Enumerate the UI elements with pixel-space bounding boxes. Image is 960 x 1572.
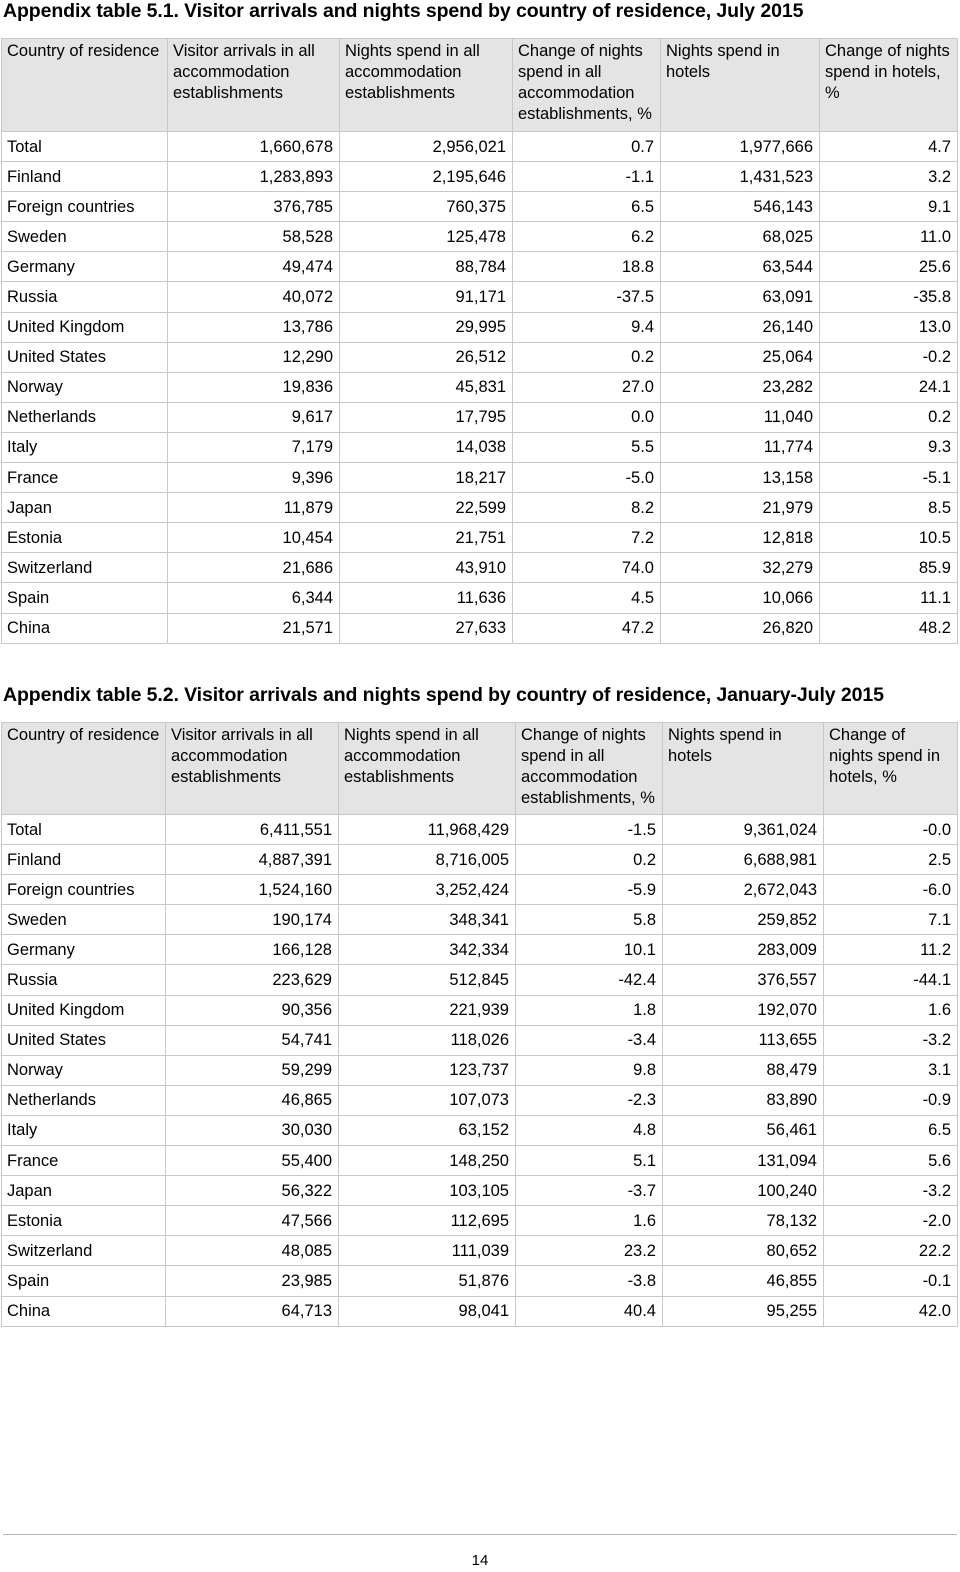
cell-visitor-arrivals: 12,290 [168, 342, 340, 372]
cell-country: United States [2, 342, 168, 372]
cell-country: Switzerland [2, 1236, 166, 1266]
table-row [2, 815, 958, 845]
cell-change-nights-hotels: -0.2 [820, 342, 958, 372]
cell-change-nights-hotels: -0.0 [824, 815, 958, 845]
table-row [2, 132, 958, 162]
cell-country: United Kingdom [2, 995, 166, 1025]
column-header-nights-hotels: Nights spend in hotels [663, 723, 824, 815]
cell-nights-hotels: 23,282 [661, 372, 820, 402]
cell-visitor-arrivals: 55,400 [166, 1146, 339, 1176]
cell-visitor-arrivals: 10,454 [168, 523, 340, 553]
cell-nights-all: 26,512 [340, 342, 513, 372]
cell-visitor-arrivals: 376,785 [168, 192, 340, 222]
page-number: 14 [471, 1552, 489, 1569]
table-row [2, 1146, 958, 1176]
cell-change-nights-all: 0.2 [516, 845, 663, 875]
cell-change-nights-all: 74.0 [513, 553, 661, 583]
cell-change-nights-hotels: -3.2 [824, 1176, 958, 1206]
cell-nights-all: 11,968,429 [339, 815, 516, 845]
cell-visitor-arrivals: 190,174 [166, 905, 339, 935]
cell-country: China [2, 613, 168, 643]
table-row [2, 222, 958, 252]
cell-visitor-arrivals: 56,322 [166, 1176, 339, 1206]
cell-nights-hotels: 46,855 [663, 1266, 824, 1296]
header-row [2, 723, 958, 815]
table-row [2, 935, 958, 965]
cell-change-nights-all: 47.2 [513, 613, 661, 643]
column-header-change-nights-hotels: Change of nights spend in hotels, % [820, 39, 958, 132]
cell-country: Foreign countries [2, 875, 166, 905]
data-table-january-july [1, 722, 958, 1327]
cell-change-nights-hotels: 25.6 [820, 252, 958, 282]
cell-country: Russia [2, 282, 168, 312]
cell-nights-all: 342,334 [339, 935, 516, 965]
cell-visitor-arrivals: 54,741 [166, 1025, 339, 1055]
table-title: Appendix table 5.1. Visitor arrivals and nights spend by country of residence, July 2015 [3, 0, 804, 22]
cell-nights-all: 17,795 [340, 402, 513, 432]
cell-change-nights-hotels: 11.0 [820, 222, 958, 252]
cell-nights-all: 148,250 [339, 1146, 516, 1176]
cell-visitor-arrivals: 48,085 [166, 1236, 339, 1266]
cell-change-nights-hotels: 2.5 [824, 845, 958, 875]
cell-visitor-arrivals: 47,566 [166, 1206, 339, 1236]
cell-nights-hotels: 10,066 [661, 583, 820, 613]
cell-visitor-arrivals: 46,865 [166, 1085, 339, 1115]
cell-nights-all: 2,195,646 [340, 162, 513, 192]
cell-country: China [2, 1296, 166, 1326]
table-row [2, 312, 958, 342]
cell-nights-hotels: 68,025 [661, 222, 820, 252]
cell-change-nights-hotels: -2.0 [824, 1206, 958, 1236]
cell-country: Sweden [2, 905, 166, 935]
cell-country: Japan [2, 493, 168, 523]
cell-visitor-arrivals: 6,344 [168, 583, 340, 613]
column-header-nights-all: Nights spend in all accommodation establishments [339, 723, 516, 815]
cell-nights-all: 348,341 [339, 905, 516, 935]
cell-nights-hotels: 9,361,024 [663, 815, 824, 845]
table-row [2, 1055, 958, 1085]
cell-nights-all: 760,375 [340, 192, 513, 222]
cell-country: France [2, 1146, 166, 1176]
table-row [2, 162, 958, 192]
cell-change-nights-all: 23.2 [516, 1236, 663, 1266]
cell-change-nights-all: 6.2 [513, 222, 661, 252]
cell-visitor-arrivals: 13,786 [168, 312, 340, 342]
cell-visitor-arrivals: 11,879 [168, 493, 340, 523]
cell-change-nights-hotels: 42.0 [824, 1296, 958, 1326]
table-row [2, 432, 958, 462]
cell-change-nights-all: -37.5 [513, 282, 661, 312]
cell-nights-all: 63,152 [339, 1115, 516, 1145]
cell-country: France [2, 463, 168, 493]
table-row [2, 402, 958, 432]
cell-nights-all: 18,217 [340, 463, 513, 493]
cell-visitor-arrivals: 6,411,551 [166, 815, 339, 845]
cell-nights-hotels: 131,094 [663, 1146, 824, 1176]
column-header-change-nights-all: Change of nights spend in all accommodation establishments, % [513, 39, 661, 132]
cell-change-nights-all: 27.0 [513, 372, 661, 402]
cell-change-nights-hotels: 0.2 [820, 402, 958, 432]
cell-nights-hotels: 78,132 [663, 1206, 824, 1236]
column-header-nights-all: Nights spend in all accommodation establishments [340, 39, 513, 132]
cell-change-nights-all: 7.2 [513, 523, 661, 553]
cell-nights-hotels: 80,652 [663, 1236, 824, 1266]
cell-change-nights-all: -1.5 [516, 815, 663, 845]
cell-change-nights-all: 10.1 [516, 935, 663, 965]
table-row [2, 252, 958, 282]
table-row [2, 1025, 958, 1055]
cell-change-nights-hotels: 9.1 [820, 192, 958, 222]
cell-country: United States [2, 1025, 166, 1055]
cell-nights-hotels: 283,009 [663, 935, 824, 965]
cell-country: Estonia [2, 523, 168, 553]
cell-change-nights-all: 1.6 [516, 1206, 663, 1236]
cell-change-nights-hotels: 5.6 [824, 1146, 958, 1176]
cell-nights-hotels: 56,461 [663, 1115, 824, 1145]
cell-visitor-arrivals: 40,072 [168, 282, 340, 312]
cell-country: Norway [2, 372, 168, 402]
column-header-change-nights-all: Change of nights spend in all accommodation establishments, % [516, 723, 663, 815]
table-body [2, 815, 958, 1327]
cell-nights-hotels: 95,255 [663, 1296, 824, 1326]
cell-visitor-arrivals: 90,356 [166, 995, 339, 1025]
column-header-visitor-arrivals: Visitor arrivals in all accommodation establishments [168, 39, 340, 132]
cell-visitor-arrivals: 30,030 [166, 1115, 339, 1145]
cell-nights-hotels: 192,070 [663, 995, 824, 1025]
table-row [2, 1176, 958, 1206]
cell-nights-hotels: 546,143 [661, 192, 820, 222]
cell-change-nights-all: 8.2 [513, 493, 661, 523]
table-row [2, 192, 958, 222]
cell-nights-all: 125,478 [340, 222, 513, 252]
cell-country: Estonia [2, 1206, 166, 1236]
table-body [2, 132, 958, 644]
cell-nights-hotels: 11,774 [661, 432, 820, 462]
cell-nights-hotels: 26,820 [661, 613, 820, 643]
cell-visitor-arrivals: 223,629 [166, 965, 339, 995]
cell-change-nights-hotels: 9.3 [820, 432, 958, 462]
cell-nights-hotels: 88,479 [663, 1055, 824, 1085]
table-row [2, 1115, 958, 1145]
cell-nights-hotels: 11,040 [661, 402, 820, 432]
cell-country: Foreign countries [2, 192, 168, 222]
cell-nights-all: 98,041 [339, 1296, 516, 1326]
cell-nights-all: 111,039 [339, 1236, 516, 1266]
cell-change-nights-hotels: 3.2 [820, 162, 958, 192]
cell-country: Japan [2, 1176, 166, 1206]
cell-change-nights-hotels: 3.1 [824, 1055, 958, 1085]
cell-nights-hotels: 6,688,981 [663, 845, 824, 875]
cell-country: Germany [2, 252, 168, 282]
cell-nights-all: 123,737 [339, 1055, 516, 1085]
cell-visitor-arrivals: 1,660,678 [168, 132, 340, 162]
cell-change-nights-all: -42.4 [516, 965, 663, 995]
cell-change-nights-all: 6.5 [513, 192, 661, 222]
cell-change-nights-hotels: -3.2 [824, 1025, 958, 1055]
cell-nights-hotels: 21,979 [661, 493, 820, 523]
cell-nights-all: 45,831 [340, 372, 513, 402]
table-row [2, 845, 958, 875]
cell-visitor-arrivals: 7,179 [168, 432, 340, 462]
cell-change-nights-all: -3.7 [516, 1176, 663, 1206]
cell-country: Total [2, 132, 168, 162]
cell-country: Total [2, 815, 166, 845]
cell-nights-hotels: 25,064 [661, 342, 820, 372]
cell-country: Norway [2, 1055, 166, 1085]
cell-country: Spain [2, 583, 168, 613]
cell-change-nights-hotels: 48.2 [820, 613, 958, 643]
cell-visitor-arrivals: 23,985 [166, 1266, 339, 1296]
cell-country: Finland [2, 162, 168, 192]
cell-change-nights-all: 5.5 [513, 432, 661, 462]
table-row [2, 463, 958, 493]
cell-nights-all: 11,636 [340, 583, 513, 613]
cell-change-nights-hotels: -0.9 [824, 1085, 958, 1115]
cell-change-nights-hotels: 6.5 [824, 1115, 958, 1145]
cell-change-nights-all: -1.1 [513, 162, 661, 192]
column-header-country: Country of residence [2, 39, 168, 132]
cell-nights-hotels: 376,557 [663, 965, 824, 995]
column-header-nights-hotels: Nights spend in hotels [661, 39, 820, 132]
cell-change-nights-all: -5.0 [513, 463, 661, 493]
cell-change-nights-all: -3.8 [516, 1266, 663, 1296]
table-row [2, 282, 958, 312]
cell-change-nights-hotels: -5.1 [820, 463, 958, 493]
cell-nights-hotels: 83,890 [663, 1085, 824, 1115]
cell-nights-all: 29,995 [340, 312, 513, 342]
cell-visitor-arrivals: 9,617 [168, 402, 340, 432]
cell-change-nights-hotels: -6.0 [824, 875, 958, 905]
cell-visitor-arrivals: 166,128 [166, 935, 339, 965]
table-row [2, 1266, 958, 1296]
cell-change-nights-all: -3.4 [516, 1025, 663, 1055]
cell-visitor-arrivals: 49,474 [168, 252, 340, 282]
cell-country: Finland [2, 845, 166, 875]
table-header [2, 39, 958, 132]
table-row [2, 1296, 958, 1326]
table-row [2, 342, 958, 372]
cell-change-nights-all: 0.7 [513, 132, 661, 162]
table-header [2, 723, 958, 815]
table-row [2, 875, 958, 905]
cell-nights-hotels: 63,544 [661, 252, 820, 282]
cell-change-nights-hotels: 24.1 [820, 372, 958, 402]
footer-divider [3, 1534, 957, 1535]
cell-country: Netherlands [2, 1085, 166, 1115]
table-row [2, 1206, 958, 1236]
cell-nights-all: 51,876 [339, 1266, 516, 1296]
cell-change-nights-all: 5.1 [516, 1146, 663, 1176]
cell-nights-hotels: 12,818 [661, 523, 820, 553]
table-row [2, 1085, 958, 1115]
cell-country: Netherlands [2, 402, 168, 432]
cell-nights-hotels: 259,852 [663, 905, 824, 935]
cell-country: Spain [2, 1266, 166, 1296]
cell-change-nights-hotels: 1.6 [824, 995, 958, 1025]
cell-visitor-arrivals: 21,571 [168, 613, 340, 643]
cell-change-nights-hotels: -35.8 [820, 282, 958, 312]
table-row [2, 965, 958, 995]
table-row [2, 1236, 958, 1266]
cell-change-nights-all: 18.8 [513, 252, 661, 282]
cell-nights-all: 118,026 [339, 1025, 516, 1055]
cell-nights-all: 221,939 [339, 995, 516, 1025]
header-row [2, 39, 958, 132]
cell-nights-hotels: 32,279 [661, 553, 820, 583]
cell-nights-hotels: 63,091 [661, 282, 820, 312]
cell-country: Sweden [2, 222, 168, 252]
cell-nights-all: 512,845 [339, 965, 516, 995]
cell-country: United Kingdom [2, 312, 168, 342]
cell-change-nights-all: 0.0 [513, 402, 661, 432]
table-row [2, 995, 958, 1025]
table-row [2, 372, 958, 402]
table-row [2, 905, 958, 935]
cell-visitor-arrivals: 64,713 [166, 1296, 339, 1326]
cell-nights-all: 8,716,005 [339, 845, 516, 875]
cell-nights-all: 103,105 [339, 1176, 516, 1206]
cell-visitor-arrivals: 59,299 [166, 1055, 339, 1085]
table-row [2, 613, 958, 643]
cell-nights-all: 2,956,021 [340, 132, 513, 162]
cell-change-nights-all: 5.8 [516, 905, 663, 935]
cell-change-nights-hotels: 4.7 [820, 132, 958, 162]
cell-nights-all: 14,038 [340, 432, 513, 462]
cell-visitor-arrivals: 9,396 [168, 463, 340, 493]
cell-nights-all: 91,171 [340, 282, 513, 312]
cell-nights-hotels: 26,140 [661, 312, 820, 342]
cell-change-nights-hotels: 13.0 [820, 312, 958, 342]
table-title: Appendix table 5.2. Visitor arrivals and nights spend by country of residence, January-July 2015 [3, 684, 884, 706]
cell-nights-all: 112,695 [339, 1206, 516, 1236]
data-table-july [1, 38, 958, 644]
table-row [2, 553, 958, 583]
cell-nights-all: 107,073 [339, 1085, 516, 1115]
cell-change-nights-hotels: 22.2 [824, 1236, 958, 1266]
cell-visitor-arrivals: 4,887,391 [166, 845, 339, 875]
cell-nights-all: 88,784 [340, 252, 513, 282]
cell-nights-hotels: 1,977,666 [661, 132, 820, 162]
cell-change-nights-hotels: 8.5 [820, 493, 958, 523]
cell-visitor-arrivals: 58,528 [168, 222, 340, 252]
column-header-visitor-arrivals: Visitor arrivals in all accommodation establishments [166, 723, 339, 815]
cell-country: Switzerland [2, 553, 168, 583]
cell-change-nights-all: 40.4 [516, 1296, 663, 1326]
column-header-change-nights-hotels: Change of nights spend in hotels, % [824, 723, 958, 815]
cell-change-nights-hotels: 11.1 [820, 583, 958, 613]
cell-country: Germany [2, 935, 166, 965]
cell-change-nights-all: 4.5 [513, 583, 661, 613]
cell-nights-all: 21,751 [340, 523, 513, 553]
column-header-country: Country of residence [2, 723, 166, 815]
cell-visitor-arrivals: 1,524,160 [166, 875, 339, 905]
cell-change-nights-all: 0.2 [513, 342, 661, 372]
table-row [2, 493, 958, 523]
cell-nights-hotels: 2,672,043 [663, 875, 824, 905]
cell-change-nights-hotels: -0.1 [824, 1266, 958, 1296]
cell-change-nights-hotels: 7.1 [824, 905, 958, 935]
cell-change-nights-all: -5.9 [516, 875, 663, 905]
cell-change-nights-all: 1.8 [516, 995, 663, 1025]
cell-country: Russia [2, 965, 166, 995]
cell-nights-all: 3,252,424 [339, 875, 516, 905]
cell-nights-hotels: 1,431,523 [661, 162, 820, 192]
cell-change-nights-hotels: 85.9 [820, 553, 958, 583]
table-row [2, 583, 958, 613]
cell-visitor-arrivals: 21,686 [168, 553, 340, 583]
cell-nights-all: 22,599 [340, 493, 513, 523]
cell-change-nights-hotels: -44.1 [824, 965, 958, 995]
cell-change-nights-hotels: 10.5 [820, 523, 958, 553]
cell-nights-hotels: 100,240 [663, 1176, 824, 1206]
cell-change-nights-all: 9.8 [516, 1055, 663, 1085]
cell-nights-all: 27,633 [340, 613, 513, 643]
cell-nights-hotels: 113,655 [663, 1025, 824, 1055]
cell-country: Italy [2, 1115, 166, 1145]
cell-nights-all: 43,910 [340, 553, 513, 583]
cell-visitor-arrivals: 19,836 [168, 372, 340, 402]
cell-nights-hotels: 13,158 [661, 463, 820, 493]
cell-change-nights-all: -2.3 [516, 1085, 663, 1115]
cell-change-nights-hotels: 11.2 [824, 935, 958, 965]
cell-country: Italy [2, 432, 168, 462]
table-row [2, 523, 958, 553]
cell-change-nights-all: 9.4 [513, 312, 661, 342]
cell-change-nights-all: 4.8 [516, 1115, 663, 1145]
cell-visitor-arrivals: 1,283,893 [168, 162, 340, 192]
